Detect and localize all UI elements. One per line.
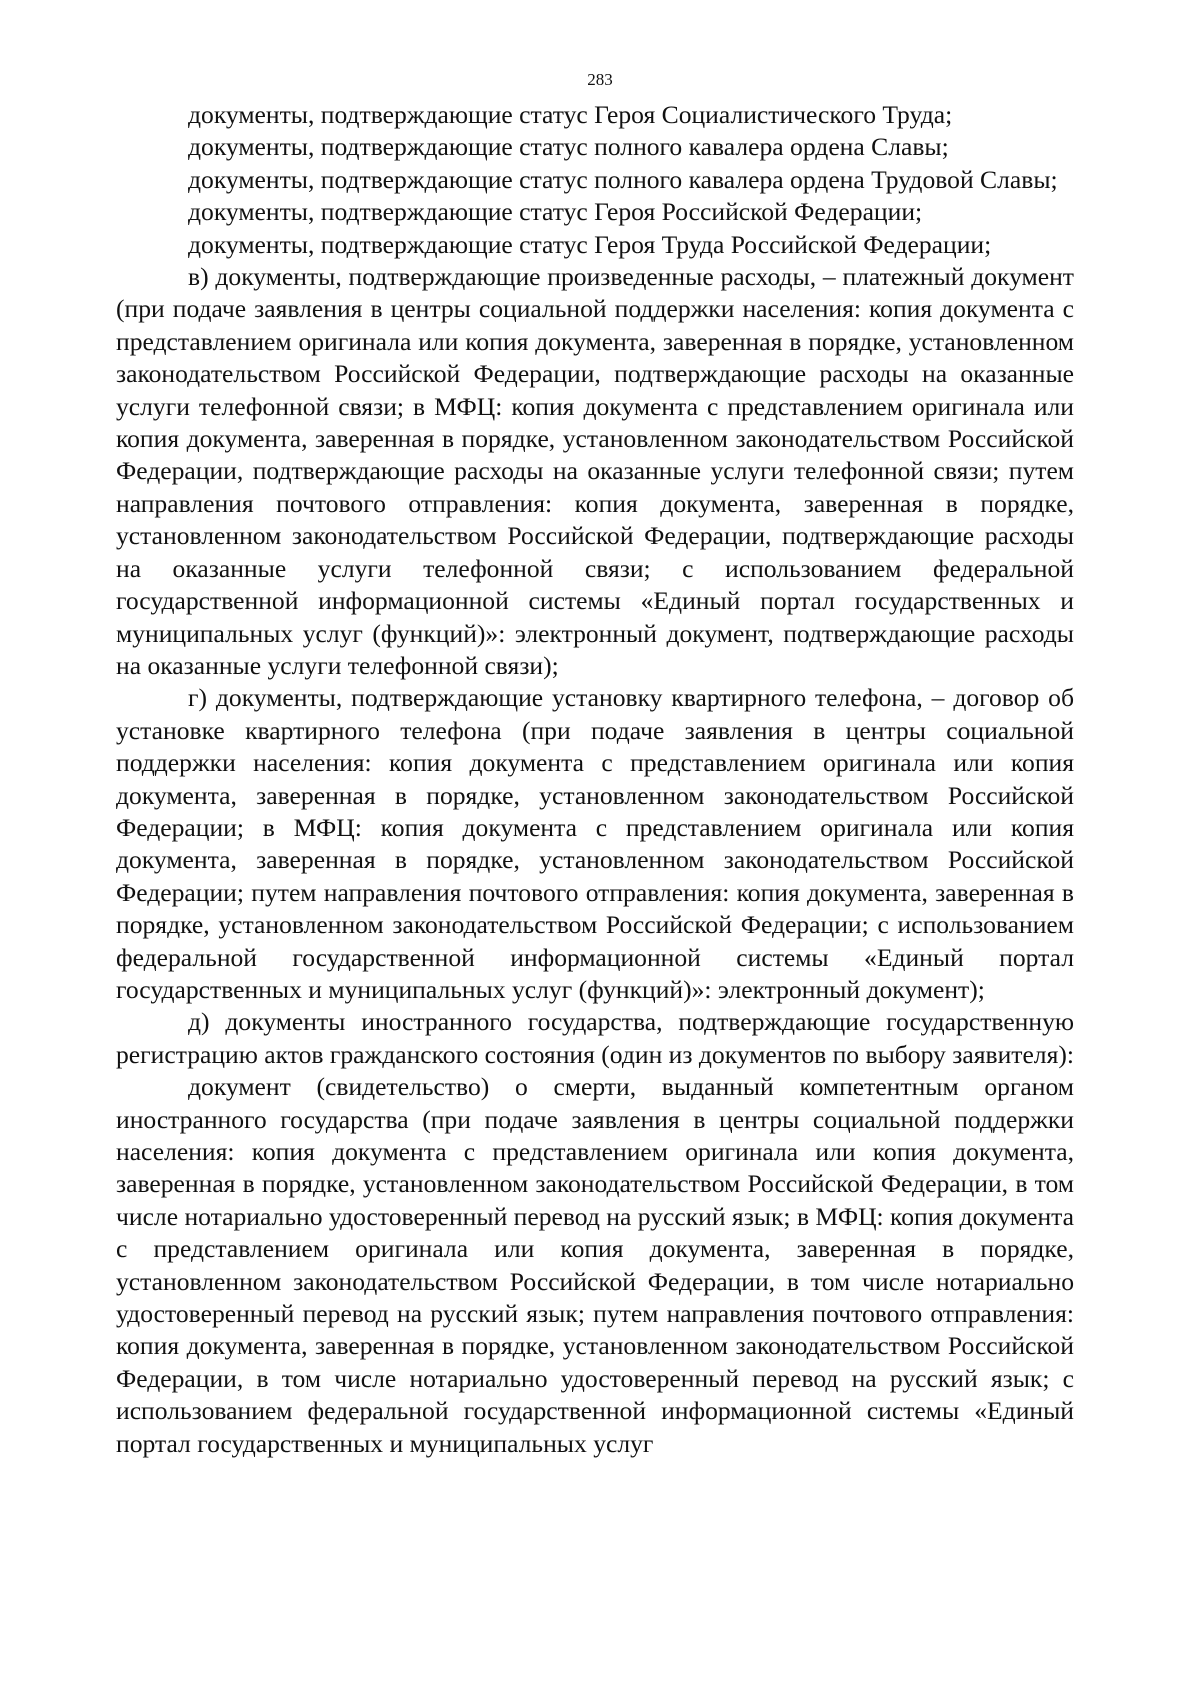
page-number: 283 xyxy=(587,70,613,89)
paragraph-order-of-labour-glory: документы, подтверждающие статус полного кавалера ордена Трудовой Славы; xyxy=(188,164,1058,194)
paragraph-hero-socialist-labour: документы, подтверждающие статус Героя Социалистического Труда; xyxy=(188,100,953,129)
paragraph-order-of-glory: документы, подтверждающие статус полного кавалера ордена Славы; xyxy=(188,132,949,162)
paragraph-hero-of-labour: документы, подтверждающие статус Героя Труда Российской Федерации; xyxy=(188,229,992,259)
paragraph-death-certificate: документ (свидетельство) о смерти, выданный компетентным органом иностранного государства (при подаче заявления в центры социальной поддержки населения: копия документа с представлением оригинала или копия документа, заверенная в порядке, установленном законодательством Российской Федерации, в том числе нотариально удостоверенный перевод на русский язык; в МФЦ: копия документа с представлением оригинала или копия документа, заверенная в порядке, установленном законодательством Российской Федерации, в том числе нотариально удостоверенный перевод на русский язык; путем направления почтового отправления: копия документа, заверенная в порядке, установленном законодательством Российской Федерации, в том числе нотариально удостоверенный перевод на русский язык; с использованием федеральной государственной информационной системы «Единый портал государственных и муниципальных услуг xyxy=(116,1072,1075,1458)
document-body xyxy=(116,99,1074,1460)
paragraph-item-g-telephone: г) документы, подтверждающие установку квартирного телефона, – договор об установке квартирного телефона (при подаче заявления в центры социальной поддержки населения: копия документа с представлением оригинала или копия документа, заверенная в порядке, установленном законодательством Российской Федерации; в МФЦ: копия документа с представлением оригинала или копия документа, заверенная в порядке, установленном законодательством Российской Федерации; путем направления почтового отправления: копия документа, заверенная в порядке, установленном законодательством Российской Федерации; с использованием федеральной государственной информационной системы «Единый портал государственных и муниципальных услуг (функций)»: электронный документ); xyxy=(116,683,1074,1004)
paragraph-hero-russian-federation: документы, подтверждающие статус Героя Российской Федерации; xyxy=(188,197,923,227)
paragraph-item-d-foreign-documents: д) документы иностранного государства, подтверждающие государственную регистрацию актов гражданского состояния (один из документов по выбору заявителя): xyxy=(116,1007,1074,1069)
paragraph-item-v-expenses: в) документы, подтверждающие произведенные расходы, – платежный документ (при подаче заявления в центры социальной поддержки населения: копия документа с представлением оригинала или копия документа, заверенная в порядке, установленном законодательством Российской Федерации, подтверждающие расходы на оказанные услуги телефонной связи; в МФЦ: копия документа с представлением оригинала или копия документа, заверенная в порядке, установленном законодательством Российской Федерации, подтверждающие расходы на оказанные услуги телефонной связи; путем направления почтового отправления: копия документа, заверенная в порядке, установленном законодательством Российской Федерации, подтверждающие расходы на оказанные услуги телефонной связи; с использованием федеральной государственной информационной системы «Единый портал государственных и муниципальных услуг (функций)»: электронный документ, подтверждающие расходы на оказанные услуги телефонной связи); xyxy=(116,262,1074,680)
